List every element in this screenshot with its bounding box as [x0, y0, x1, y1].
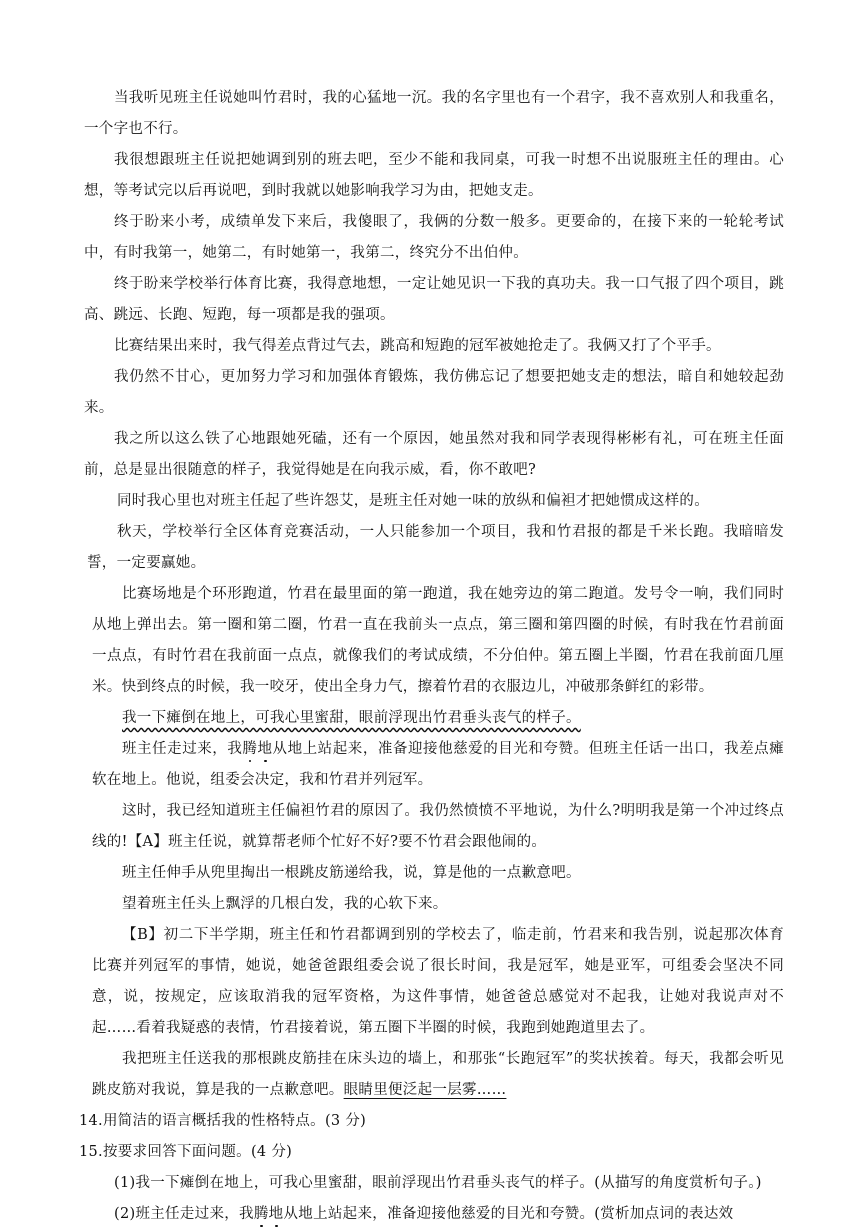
- question-emphasis-char-1: 腾: [253, 1206, 269, 1222]
- question-15: 15.按要求回答下面问题。(4 分): [79, 1144, 293, 1160]
- paragraph-11: [84, 703, 784, 734]
- paragraph-13: 这时，我已经知道班主任偏袒竹君的原因了。我仍然愤愤不平地说，为什么?明明我是第一个冲过终点线的!【A】班主任说，就算帮老师个忙好不好?要不竹君会跟他闹的。: [92, 803, 784, 850]
- paragraph-1: 当我听见班主任说她叫竹君时，我的心猛地一沉。我的名字里也有一个君字，我不喜欢别人和我重名，一个字也不行。: [84, 90, 784, 137]
- emphasis-char-2: 地: [257, 741, 273, 757]
- paragraph-15: 望着班主任头上飘浮的几根白发，我的心软下来。: [122, 896, 448, 912]
- question-15-part-2-end: 从地上站起来，准备迎接他慈爱的目光和夸赞。(赏析加点词的表达效: [283, 1206, 734, 1222]
- question-emphasis-char-2: 地: [268, 1206, 284, 1222]
- paragraph-14: 班主任伸手从兜里掏出一根跳皮筋递给我，说，算是他的一点歉意吧。: [122, 865, 581, 881]
- paragraph-12-start: 班主任走过来，我: [122, 741, 243, 757]
- question-15-part-2: [84, 1199, 784, 1230]
- underlined-sentence-1: 我一下瘫倒在地上，可我心里蜜甜，眼前浮现出竹君垂头丧气的样子。: [122, 710, 581, 726]
- paragraph-17: [84, 1044, 784, 1106]
- paragraph-4: 终于盼来学校举行体育比赛，我得意地想，一定让她见识一下我的真功夫。我一口气报了四个项目，跳高、跳远、长跑、短跑，每一项都是我的强项。: [84, 276, 784, 323]
- paragraph-12: [84, 734, 784, 796]
- paragraph-8: 同时我心里也对班主任起了些许怨艾，是班主任对她一味的放纵和偏袒才把她惯成这样的。: [117, 493, 709, 509]
- question-15-part-2-start: (2)班主任走过来，我: [114, 1206, 254, 1222]
- paragraph-2: 我很想跟班主任说把她调到别的班去吧，至少不能和我同桌，可我一时想不出说服班主任的理由。心想，等考试完以后再说吧，到时我就以她影响我学习为由，把她支走。: [84, 152, 784, 199]
- paragraph-5: 比赛结果出来时，我气得差点背过气去，跳高和短跑的冠军被她抢走了。我俩又打了个平手。: [114, 338, 721, 354]
- paragraph-17-text: 我把班主任送我的那根跳皮筋挂在床头边的墙上，和那张“长跑冠军”的奖状挨着。每天，我都会听见跳皮筋对我说，算是我的一点歉意吧。: [92, 1051, 784, 1098]
- underlined-sentence-2: 眼睛里便泛起一层雾……: [343, 1082, 507, 1098]
- emphasis-char-1: 腾: [242, 741, 258, 757]
- question-14: 14.用简洁的语言概括我的性格特点。(3 分): [79, 1113, 367, 1129]
- paragraph-16: 【B】初二下半学期，班主任和竹君都调到别的学校去了，临走前，竹君来和我告别，说起那次体育比赛并列冠军的事情，她说，她爸爸跟组委会说了很长时间，我是冠军，她是亚军，可组委会坚决不同意，说，按规定，应该取消我的冠军资格，为这件事情，她爸爸总感觉对不起我，让她对我说声对不起……看着我疑惑的表情，竹君接着说，第五圈下半圈的时候，我跑到她跑道里去了。: [92, 927, 784, 1036]
- question-15-part-1: (1)我一下瘫倒在地上，可我心里蜜甜，眼前浮现出竹君垂头丧气的样子。(从描写的角度赏析句子。): [114, 1175, 762, 1191]
- paragraph-12-end: 从地上站起来，准备迎接他慈爱的目光和夸赞。但班主任话一出口，我差点瘫软在地上。他说，组委会决定，我和竹君并列冠军。: [92, 741, 784, 788]
- paragraph-10: 比赛场地是个环形跑道，竹君在最里面的第一跑道，我在她旁边的第二跑道。发号令一响，我们同时从地上弹出去。第一圈和第二圈，竹君一直在我前头一点点，第三圈和第四圈的时候，有时我在竹君前面一点点，有时竹君在我前面一点点，就像我们的考试成绩，不分伯仲。第五圈上半圈，竹君在我前面几厘米。快到终点的时候，我一咬牙，使出全身力气，擦着竹君的衣服边儿，冲破那条鲜红的彩带。: [92, 586, 784, 695]
- paragraph-7: 我之所以这么铁了心地跟她死磕，还有一个原因，她虽然对我和同学表现得彬彬有礼，可在班主任面前，总是显出很随意的样子，我觉得她是在向我示威，看，你不敢吧?: [84, 431, 784, 478]
- paragraph-6: 我仍然不甘心，更加努力学习和加强体育锻炼，我仿佛忘记了想要把她支走的想法，暗自和她较起劲来。: [84, 369, 784, 416]
- paragraph-9: 秋天，学校举行全区体育竞赛活动，一人只能参加一个项目，我和竹君报的都是千米长跑。我暗暗发誓，一定要赢她。: [87, 524, 784, 571]
- document-page: [79, 83, 784, 1230]
- paragraph-3: 终于盼来小考，成绩单发下来后，我傻眼了，我俩的分数一般多。更要命的，在接下来的一轮轮考试中，有时我第一，她第二，有时她第一，我第二，终究分不出伯仲。: [84, 214, 784, 261]
